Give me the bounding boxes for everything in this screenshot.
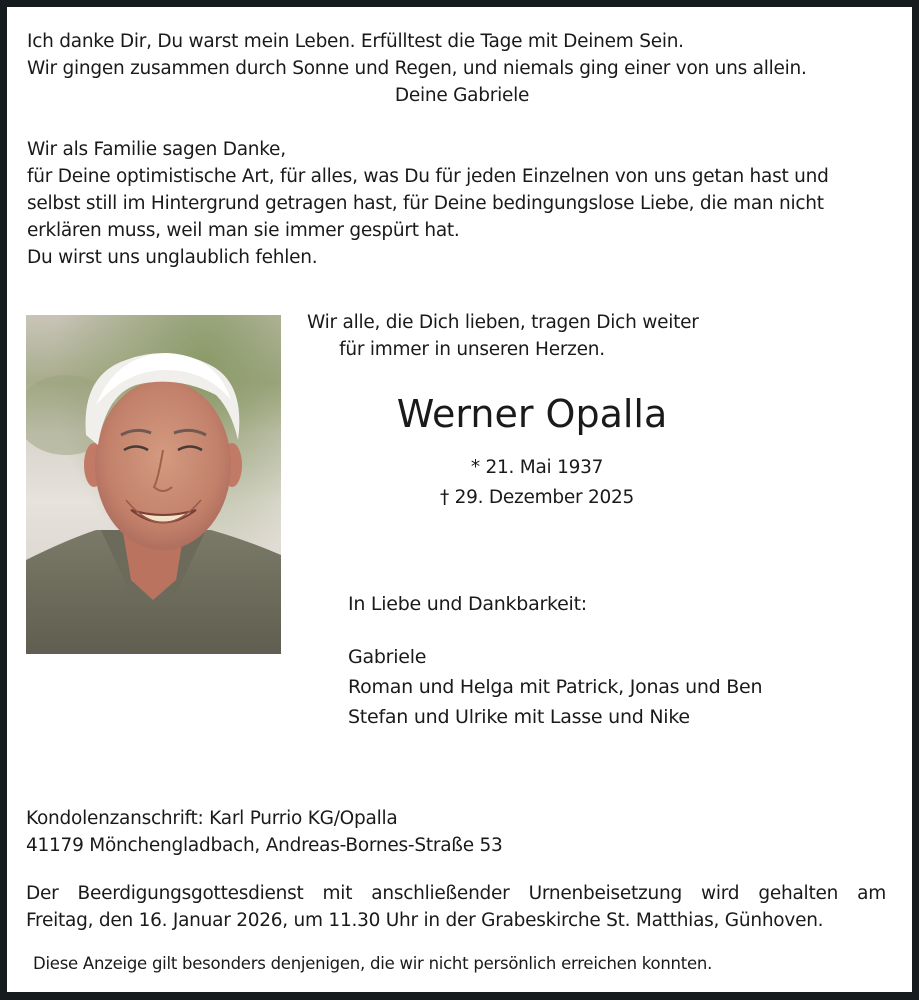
poem-line-1: Ich danke Dir, Du warst mein Leben. Erfülltest die Tage mit Deinem Sein. [27, 31, 684, 52]
poem-line-2: Wir gingen zusammen durch Sonne und Regen, und niemals ging einer von uns allein. [27, 58, 807, 79]
mourner-3: Stefan und Ulrike mit Lasse und Nike [348, 706, 690, 728]
motto-line-1: Wir alle, die Dich lieben, tragen Dich weiter [307, 312, 699, 333]
poem-signature: Deine Gabriele [394, 85, 530, 106]
condolence-address-line-2: 41179 Mönchengladbach, Andreas-Bornes-Straße 53 [26, 835, 503, 856]
deceased-name: Werner Opalla [396, 392, 668, 436]
motto-line-2: für immer in unseren Herzen. [339, 339, 605, 360]
portrait-photo [26, 315, 281, 654]
obituary-notice [7, 7, 912, 992]
mourner-1: Gabriele [348, 646, 427, 668]
family-thanks-line-4: erklären muss, weil man sie immer gespürt hat. [27, 220, 460, 241]
family-thanks-line-1: Wir als Familie sagen Danke, [27, 139, 286, 160]
family-thanks-line-2: für Deine optimistische Art, für alles, was Du für jeden Einzelnen von uns getan hast und [27, 166, 829, 187]
death-date: † 29. Dezember 2025 [439, 487, 635, 508]
funeral-line-2: Freitag, den 16. Januar 2026, um 11.30 Uhr in der Grabeskirche St. Matthias, Günhoven. [26, 910, 824, 931]
mourners-intro: In Liebe und Dankbarkeit: [348, 593, 587, 615]
mourner-2: Roman und Helga mit Patrick, Jonas und Ben [348, 676, 763, 698]
birth-date: * 21. Mai 1937 [470, 457, 604, 478]
funeral-line-1: Der Beerdigungsgottesdienst mit anschließender Urnenbeisetzung wird gehalten am [26, 883, 886, 904]
condolence-address-line-1: Kondolenzanschrift: Karl Purrio KG/Opalla [26, 808, 398, 829]
portrait-image [26, 315, 281, 654]
family-thanks-line-3: selbst still im Hintergrund getragen hast, für Deine bedingungslose Liebe, die man nicht [27, 193, 824, 214]
family-thanks-line-5: Du wirst uns unglaublich fehlen. [27, 247, 318, 268]
footer-note: Diese Anzeige gilt besonders denjenigen, die wir nicht persönlich erreichen konnten. [33, 954, 713, 973]
